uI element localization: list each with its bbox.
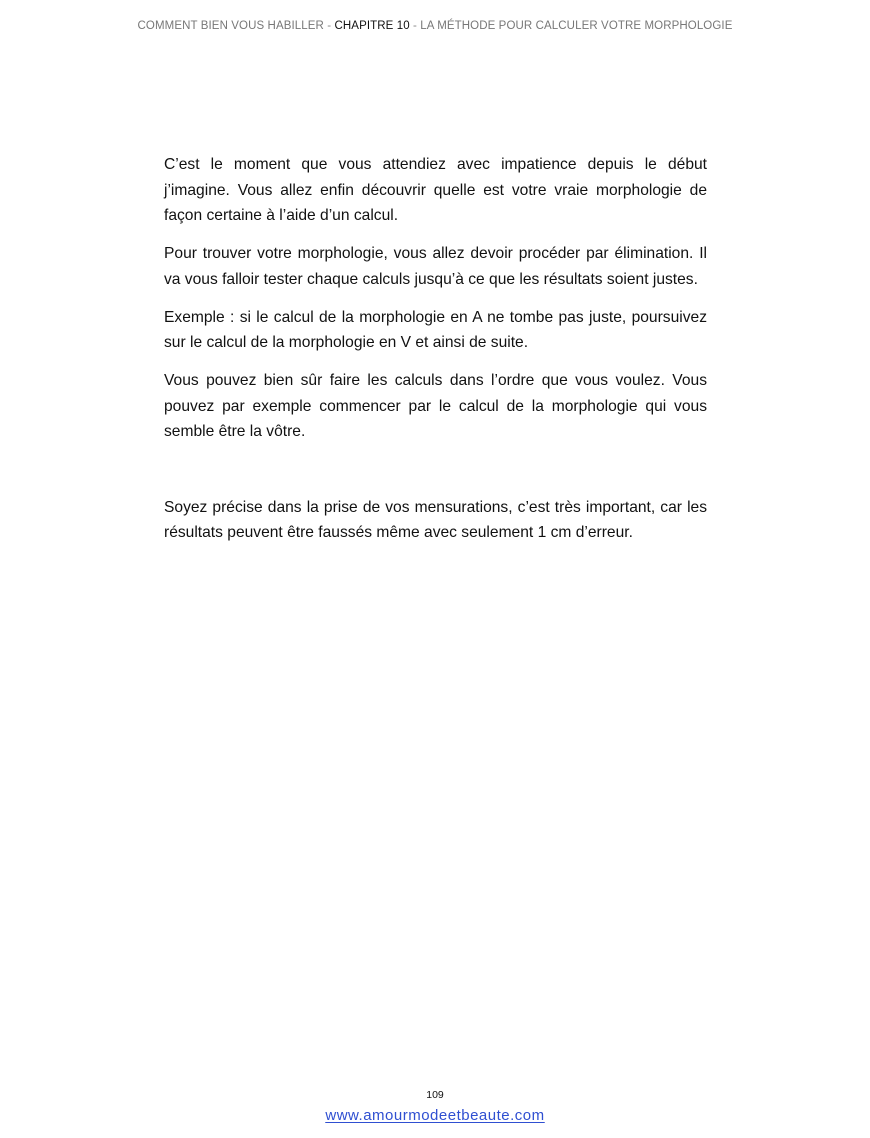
page-number: 109 <box>426 1089 444 1101</box>
paragraph: Vous pouvez bien sûr faire les calculs dans l’ordre que vous voulez. Vous pouvez par exemple commencer par le calcul de la morphologie qui vous semble être la vôtre. <box>164 372 707 440</box>
website-link[interactable]: www.amourmodeetbeaute.com <box>325 1107 545 1124</box>
book-title: COMMENT BIEN VOUS HABILLER <box>137 20 324 32</box>
chapter-label: CHAPITRE 10 <box>334 20 410 32</box>
paragraph: Exemple : si le calcul de la morphologie en A ne tombe pas juste, poursuivez sur le calcul de la morphologie en V et ainsi de suite. <box>164 308 707 351</box>
running-header <box>0 20 870 32</box>
body-text <box>164 152 707 558</box>
website-link-container <box>0 1107 870 1124</box>
header-separator: - <box>409 20 421 32</box>
section-title: LA MÉTHODE POUR CALCULER VOTRE MORPHOLOGIE <box>420 20 733 32</box>
paragraph: C’est le moment que vous attendiez avec impatience depuis le début j’imagine. Vous allez enfin découvrir quelle est votre vraie morphologie de façon certaine à l’aide d’un calcul. <box>164 156 707 224</box>
paragraph: Pour trouver votre morphologie, vous allez devoir procéder par élimination. Il va vous falloir tester chaque calculs jusqu’à ce que les résultats soient justes. <box>164 245 707 288</box>
paragraph: Soyez précise dans la prise de vos mensurations, c’est très important, car les résultats peuvent être faussés même avec seulement 1 cm d’erreur. <box>164 498 707 541</box>
header-separator: - <box>323 20 335 32</box>
